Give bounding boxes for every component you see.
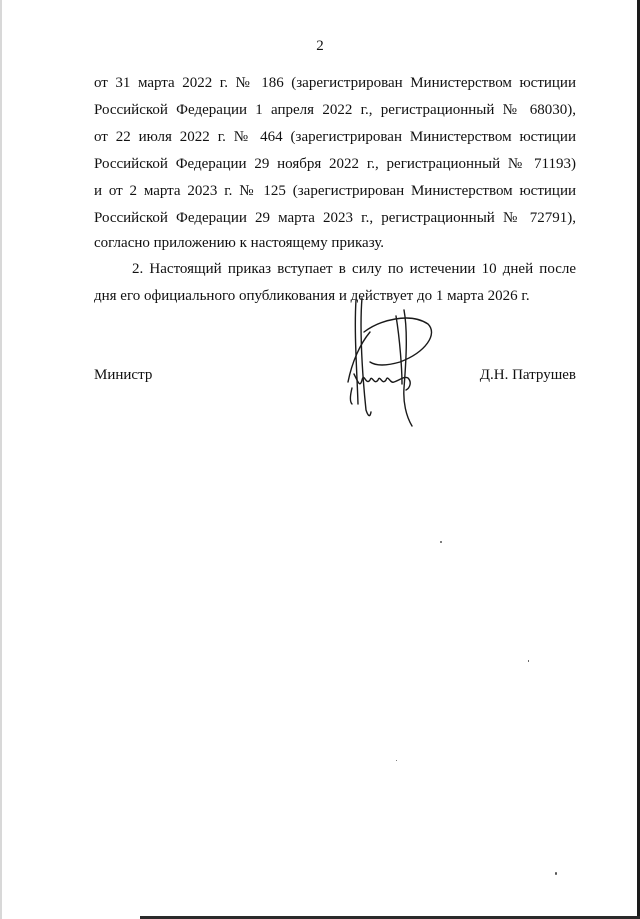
paragraph-line: от 31 марта 2022 г. № 186 (зарегистрирован Министерством юстиции — [94, 75, 576, 91]
paragraph-line: 2. Настоящий приказ вступает в силу по истечении 10 дней после — [132, 261, 576, 277]
paragraph-line: Российской Федерации 29 марта 2023 г., регистрационный № 72791), — [94, 210, 576, 226]
paragraph-line: Российской Федерации 1 апреля 2022 г., регистрационный № 68030), — [94, 102, 576, 118]
scan-speck — [555, 872, 557, 875]
signer-name: Д.Н. Патрушев — [479, 367, 576, 383]
paragraph-line: и от 2 марта 2023 г. № 125 (зарегистрирован Министерством юстиции — [94, 183, 576, 199]
paragraph-line: Российской Федерации 29 ноября 2022 г., регистрационный № 71193) — [94, 156, 576, 172]
signer-title: Министр — [94, 367, 153, 383]
paragraph-line: дня его официального опубликования и действует до 1 марта 2026 г. — [94, 288, 530, 304]
page-number: 2 — [316, 38, 324, 54]
scan-speck — [396, 760, 397, 761]
scan-speck — [440, 541, 442, 543]
paragraph-line: согласно приложению к настоящему приказу. — [94, 235, 385, 251]
paragraph-line: от 22 июля 2022 г. № 464 (зарегистрирован Министерством юстиции — [94, 129, 576, 145]
scan-speck — [528, 660, 529, 662]
handwritten-signature — [330, 292, 440, 432]
scan-edge-left — [0, 0, 2, 919]
